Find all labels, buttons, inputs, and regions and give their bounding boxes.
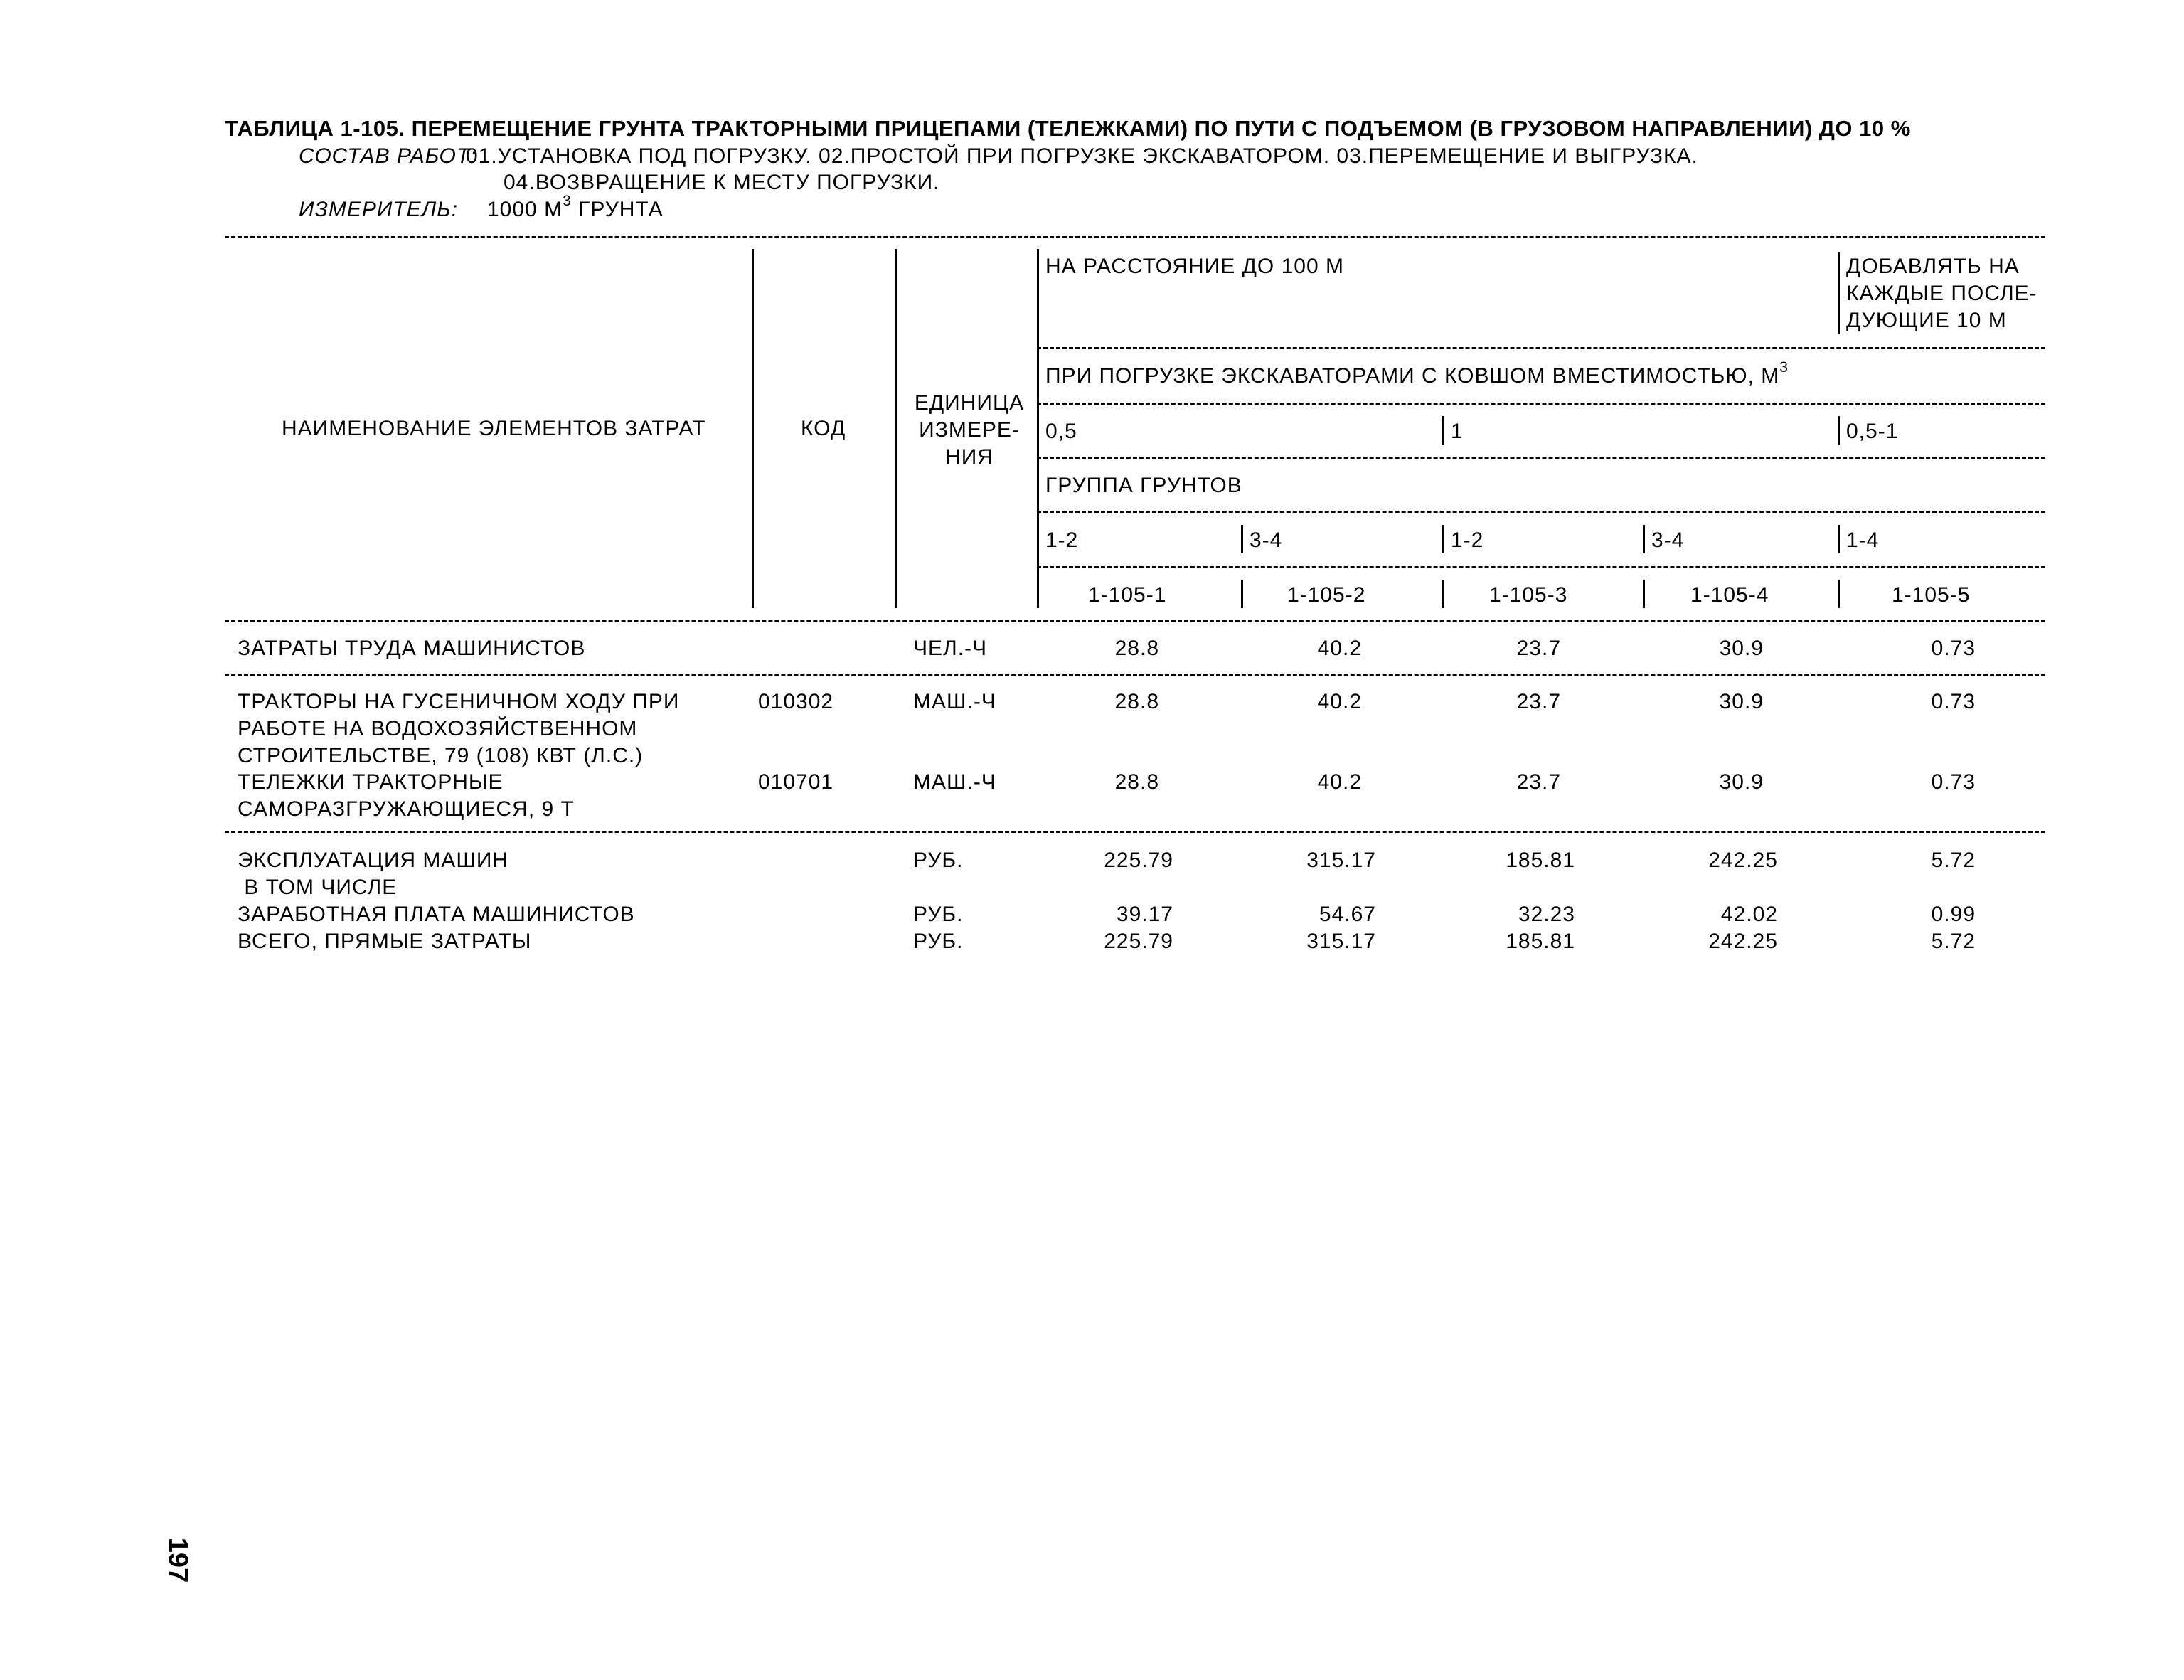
header-unit-line-2: ИЗМЕРЕ- xyxy=(919,418,1020,442)
divider-code-2 xyxy=(1241,580,1243,608)
row-labor-value-2: 40.2 xyxy=(1317,637,1362,660)
header-bucket-3: 0,5-1 xyxy=(1846,420,1899,443)
row-tractors-name-3: СТРОИТЕЛЬСТВЕ, 79 (108) КВТ (Л.С.) xyxy=(238,744,644,767)
row-including-name: В ТОМ ЧИСЛЕ xyxy=(238,876,398,899)
row-labor-value-3: 23.7 xyxy=(1516,637,1561,660)
row-trailers-value-5: 0.73 xyxy=(1931,770,1976,794)
rule-header-bottom xyxy=(225,620,2045,622)
row-trailers-unit: МАШ.-Ч xyxy=(913,770,996,794)
header-group-4: 3-4 xyxy=(1651,528,1685,552)
row-wages-value-5: 0.99 xyxy=(1931,903,1976,926)
row-tractors-value-2: 40.2 xyxy=(1317,690,1362,713)
divider-group-5 xyxy=(1838,525,1840,553)
row-trailers-value-3: 23.7 xyxy=(1516,770,1561,794)
divider-bucket-2 xyxy=(1838,416,1840,445)
row-machines-value-2: 315.17 xyxy=(1306,849,1376,872)
header-bucket-2: 1 xyxy=(1451,420,1464,443)
row-tractors-name-2: РАБОТЕ НА ВОДОХОЗЯЙСТВЕННОМ xyxy=(238,717,638,740)
divider-code-unit xyxy=(895,249,897,608)
row-labor-name: ЗАТРАТЫ ТРУДА МАШИНИСТОВ xyxy=(238,637,586,660)
composition-line-1: 01.УСТАНОВКА ПОД ПОГРУЗКУ. 02.ПРОСТОЙ ПРИ ПОГРУЗКЕ ЭКСКАВАТОРОМ. 03.ПЕРЕМЕЩЕНИЕ И ВЫГРУЗКА. xyxy=(466,144,1698,168)
header-name-col: НАИМЕНОВАНИЕ ЭЛЕМЕНТОВ ЗАТРАТ xyxy=(282,417,706,440)
header-code-3: 1-105-3 xyxy=(1489,583,1568,607)
header-group-2: 3-4 xyxy=(1250,528,1283,552)
header-code-col: КОД xyxy=(801,417,846,440)
row-trailers-value-1: 28.8 xyxy=(1114,770,1159,794)
composition-line-2: 04.ВОЗВРАЩЕНИЕ К МЕСТУ ПОГРУЗКИ. xyxy=(504,171,940,194)
measure-label: ИЗМЕРИТЕЛЬ: xyxy=(299,198,459,221)
divider-group-3 xyxy=(1442,525,1444,553)
header-group-1: 1-2 xyxy=(1045,528,1079,552)
row-total-value-5: 5.72 xyxy=(1931,930,1976,953)
page-number: 197 xyxy=(163,1537,193,1583)
rule-bucket xyxy=(1037,457,2045,459)
row-total-value-1: 225.79 xyxy=(1104,930,1173,953)
row-machines-value-5: 5.72 xyxy=(1931,849,1976,872)
row-labor-value-1: 28.8 xyxy=(1114,637,1159,660)
divider-name-code xyxy=(752,249,754,608)
row-tractors-name-1: ТРАКТОРЫ НА ГУСЕНИЧНОМ ХОДУ ПРИ xyxy=(238,690,680,713)
rule-labor xyxy=(225,674,2045,676)
row-trailers-value-2: 40.2 xyxy=(1317,770,1362,794)
divider-code-4 xyxy=(1643,580,1645,608)
header-loading: ПРИ ПОГРУЗКЕ ЭКСКАВАТОРАМИ С КОВШОМ ВМЕСТИМОСТЬЮ, $М^3$ xyxy=(1045,359,1789,388)
row-wages-value-3: 32.23 xyxy=(1518,903,1575,926)
row-wages-value-1: 39.17 xyxy=(1116,903,1173,926)
row-total-value-2: 315.17 xyxy=(1306,930,1376,953)
rule-top xyxy=(225,236,2045,238)
row-tractors-value-4: 30.9 xyxy=(1719,690,1764,713)
row-trailers-name-2: САМОРАЗГРУЖАЮЩИЕСЯ, 9 Т xyxy=(238,797,575,821)
row-total-value-3: 185.81 xyxy=(1506,930,1575,953)
row-total-value-4: 242.25 xyxy=(1708,930,1778,953)
row-wages-value-2: 54.67 xyxy=(1319,903,1376,926)
table-title: ТАБЛИЦА 1-105. ПЕРЕМЕЩЕНИЕ ГРУНТА ТРАКТОРНЫМИ ПРИЦЕПАМИ (ТЕЛЕЖКАМИ) ПО ПУТИ С ПОДЪЕМОМ (В ГРУЗОВОМ НАПРАВЛЕНИИ) ДО 10 % xyxy=(225,116,1911,141)
header-unit-line-1: ЕДИНИЦА xyxy=(914,391,1025,415)
header-unit-line-3: НИЯ xyxy=(945,445,994,469)
row-labor-value-4: 30.9 xyxy=(1719,637,1764,660)
row-total-name: ВСЕГО, ПРЯМЫЕ ЗАТРАТЫ xyxy=(238,930,532,953)
row-machines-value-1: 225.79 xyxy=(1104,849,1173,872)
divider-code-3 xyxy=(1442,580,1444,608)
header-code-4: 1-105-4 xyxy=(1690,583,1769,607)
header-group-5: 1-4 xyxy=(1846,528,1880,552)
row-labor-value-5: 0.73 xyxy=(1931,637,1976,660)
divider-add-each xyxy=(1838,252,1840,334)
header-code-2: 1-105-2 xyxy=(1287,583,1366,607)
row-wages-value-4: 42.02 xyxy=(1720,903,1778,926)
header-code-5: 1-105-5 xyxy=(1892,583,1971,607)
row-tractors-value-1: 28.8 xyxy=(1114,690,1159,713)
row-tractors-unit: МАШ.-Ч xyxy=(913,690,996,713)
divider-group-4 xyxy=(1643,525,1645,553)
composition-label: СОСТАВ РАБОТ: xyxy=(299,144,477,168)
row-trailers-code: 010701 xyxy=(758,770,834,794)
header-add-each-3: ДУЮЩИЕ 10 М xyxy=(1846,309,2007,332)
row-tractors-code: 010302 xyxy=(758,690,834,713)
header-soil-group: ГРУППА ГРУНТОВ xyxy=(1045,474,1242,497)
rule-distance xyxy=(1037,347,2045,349)
divider-code-5 xyxy=(1838,580,1840,608)
divider-bucket-1 xyxy=(1442,416,1444,445)
divider-unit-data xyxy=(1037,249,1039,608)
row-machines-value-4: 242.25 xyxy=(1708,849,1778,872)
row-total-unit: РУБ. xyxy=(913,930,964,953)
rule-machines xyxy=(225,831,2045,833)
header-distance: НА РАССТОЯНИЕ ДО 100 М xyxy=(1045,255,1344,278)
row-wages-name: ЗАРАБОТНАЯ ПЛАТА МАШИНИСТОВ xyxy=(238,903,635,926)
row-tractors-value-3: 23.7 xyxy=(1516,690,1561,713)
header-group-3: 1-2 xyxy=(1451,528,1484,552)
row-machines-unit: РУБ. xyxy=(913,849,964,872)
row-labor-unit: ЧЕЛ.-Ч xyxy=(913,637,988,660)
rule-loading xyxy=(1037,403,2045,405)
rule-soil xyxy=(1037,511,2045,513)
header-bucket-1: 0,5 xyxy=(1045,420,1077,443)
header-add-each-1: ДОБАВЛЯТЬ НА xyxy=(1846,255,2020,278)
row-tractors-value-5: 0.73 xyxy=(1931,690,1976,713)
rule-groups xyxy=(1037,566,2045,568)
divider-group-2 xyxy=(1241,525,1243,553)
header-add-each-2: КАЖДЫЕ ПОСЛЕ- xyxy=(1846,282,2037,305)
row-trailers-name-1: ТЕЛЕЖКИ ТРАКТОРНЫЕ xyxy=(238,770,504,794)
header-code-1: 1-105-1 xyxy=(1088,583,1167,607)
row-machines-value-3: 185.81 xyxy=(1506,849,1575,872)
row-machines-name: ЭКСПЛУАТАЦИЯ МАШИН xyxy=(238,849,509,872)
row-trailers-value-4: 30.9 xyxy=(1719,770,1764,794)
measure-value: 1000 $М^3$ ГРУНТА xyxy=(487,193,664,221)
row-wages-unit: РУБ. xyxy=(913,903,964,926)
